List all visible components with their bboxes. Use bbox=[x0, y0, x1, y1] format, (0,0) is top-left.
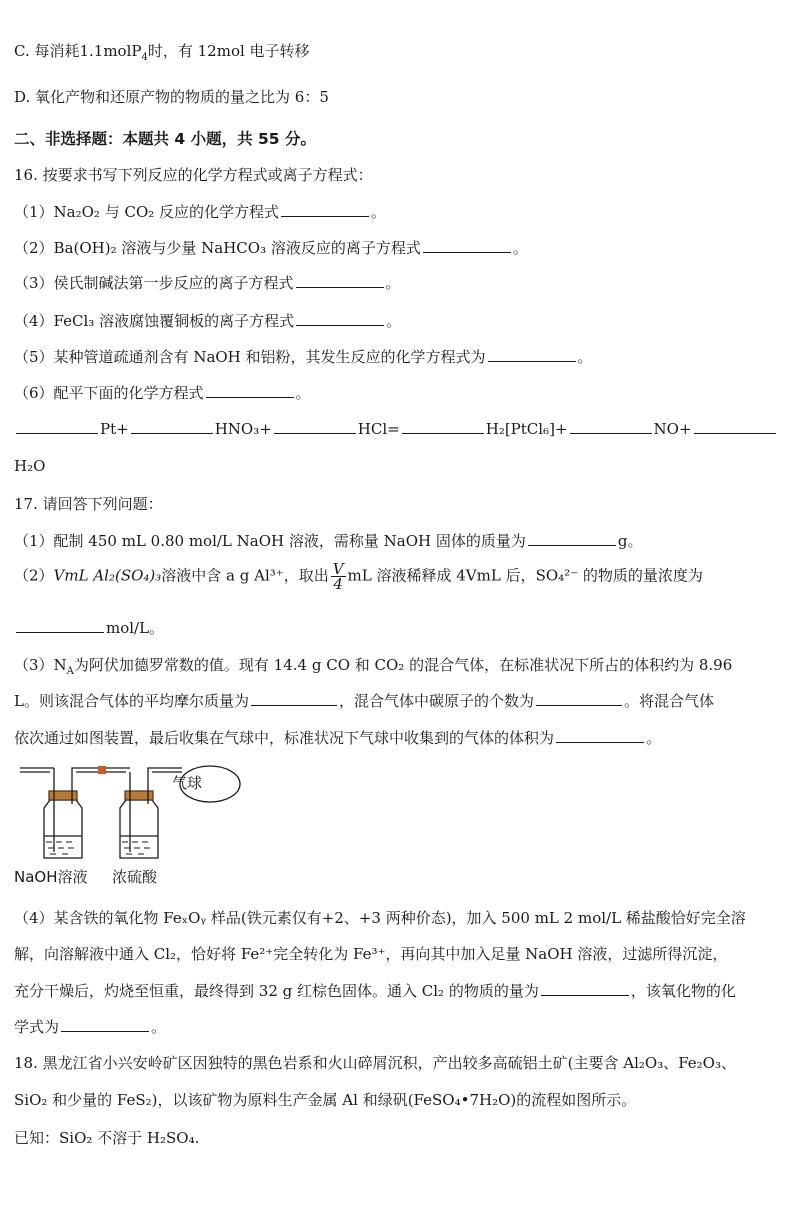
q16-part-5: （5）某种管道疏通剂含有 NaOH 和铝粉，其发生反应的化学方程式为 。 bbox=[14, 348, 593, 366]
question-17: 17. 请回答下列问题： bbox=[14, 495, 163, 513]
rubber-joint bbox=[98, 766, 106, 774]
q16-part-1: （1）Na₂O₂ 与 CO₂ 反应的化学方程式 。 bbox=[14, 203, 387, 221]
q17-part-1: （1）配制 450 mL 0.80 mol/L NaOH 溶液，需称量 NaOH 固体的质量为 g。 bbox=[14, 532, 643, 550]
label-naoh-solution: NaOH溶液 bbox=[14, 868, 88, 886]
label-sulfuric-acid: 浓硫酸 bbox=[112, 868, 158, 886]
bottle-naoh bbox=[44, 768, 82, 858]
section-heading: 二、非选择题：本题共 4 小题，共 55 分。 bbox=[14, 130, 316, 148]
q16-part-4: （4）FeCl₃ 溶液腐蚀覆铜板的离子方程式 。 bbox=[14, 312, 402, 330]
question-16: 16. 按要求书写下列反应的化学方程式或离子方程式： bbox=[14, 166, 373, 184]
balance-equation-h2o: H₂O bbox=[14, 457, 46, 475]
q17-part-4-line2: 解，向溶解液中通入 Cl₂，恰好将 Fe²⁺完全转化为 Fe³⁺，再向其中加入足量 NaOH 溶液，过滤所得沉淀， bbox=[14, 945, 728, 963]
q17-part-3-line3: 依次通过如图装置，最后收集在气球中，标准状况下气球中收集到的气体的体积为 。 bbox=[14, 729, 662, 747]
option-d: D. 氧化产物和还原产物的物质的量之比为 6：5 bbox=[14, 88, 329, 106]
question-18-known: 已知：SiO₂ 不溶于 H₂SO₄. bbox=[14, 1129, 200, 1147]
question-18: 18. 黑龙江省小兴安岭矿区因独特的黑色岩系和火山碎屑沉积，产出较多高硫铝土矿(主要含 Al₂O₃、Fe₂O₃、 bbox=[14, 1054, 736, 1072]
option-c: C. 每消耗1.1molP$_4$时，有 12mol 电子转移 bbox=[14, 42, 310, 63]
q16-part-3: （3）侯氏制碱法第一步反应的离子方程式 。 bbox=[14, 274, 401, 292]
balance-equation: Pt+ HNO₃+ HCl= H₂[PtCl₆]+ NO+ bbox=[14, 420, 778, 438]
q17-part-2: （2）VmL Al₂(SO₄)₃溶液中含 a g Al³⁺，取出 $\frac{V}{4}$ mL 溶液稀释成 4VmL 后，SO₄²⁻ 的物质的量浓度为 bbox=[14, 560, 703, 593]
q17-part-2-tail: mol/L。 bbox=[14, 617, 164, 638]
label-balloon: 气球 bbox=[172, 774, 203, 792]
q17-part-3-line2: L。则该混合气体的平均摩尔质量为 ，混合气体中碳原子的个数为 。将混合气体 bbox=[14, 692, 714, 710]
q16-part-6: （6）配平下面的化学方程式 。 bbox=[14, 384, 311, 402]
fraction-v-over-4: $\frac{V}{4}$ bbox=[332, 560, 344, 593]
q17-part-4-line3: 充分干燥后，灼烧至恒重，最终得到 32 g 红棕色固体。通入 Cl₂ 的物质的量为 ，该氧化物的化 bbox=[14, 982, 736, 1000]
q17-part-4: （4）某含铁的氧化物 FeₓOᵧ 样品(铁元素仅有+2、+3 两种价态)，加入 500 mL 2 mol/L 稀盐酸恰好完全溶 bbox=[14, 909, 746, 927]
q16-part-2: （2）Ba(OH)₂ 溶液与少量 NaHCO₃ 溶液反应的离子方程式 。 bbox=[14, 239, 528, 257]
q17-part-4-line4: 学式为 。 bbox=[14, 1018, 167, 1036]
bottle-sulfuric-acid bbox=[120, 772, 158, 858]
q17-part-3: $(3)N_A$为阿伏加德罗常数的值。现有 14.4 g CO 和 CO₂ 的混合气体，在标准状况下所占的体积约为 8.96 bbox=[14, 656, 733, 677]
question-18-line2: SiO₂ 和少量的 FeS₂)，以该矿物为原料生产金属 Al 和绿矾(FeSO₄•7H₂O)的流程如图所示。 bbox=[14, 1091, 637, 1109]
